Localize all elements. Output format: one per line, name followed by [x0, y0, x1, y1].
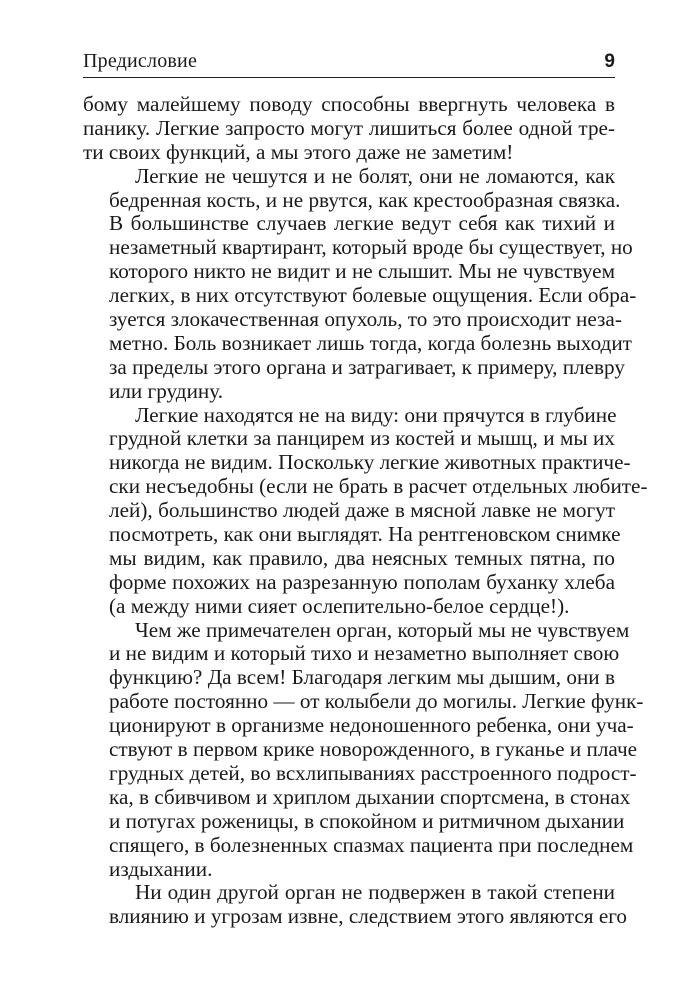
text-line: ционируют в организме недоношенного ребенка, они уча- [109, 713, 634, 738]
text-line: которого никто не видит и не слышит. Мы не чувствуем [109, 259, 615, 284]
text-line: издыхании. [109, 856, 213, 881]
paragraph [83, 617, 644, 882]
running-title: Предисловие [83, 50, 198, 72]
text-line: ти своих функций, а мы этого даже не заметим! [83, 139, 514, 164]
text-line: (а между ними сияет ослепительно-белое сердце!). [109, 593, 570, 618]
text-line: посмотреть, как они выглядят. На рентгеновском снимке [109, 522, 621, 547]
text-line: ка, в сбивчивом и хриплом дыхании спортсмена, в стонах [109, 784, 631, 809]
text-line: или грудину. [109, 378, 224, 403]
text-line: функцию? Да всем! Благодаря легким мы дышим, они в [109, 665, 615, 690]
text-line: Легкие не чешутся и не болят, они не ломаются, как [135, 163, 615, 188]
body-text [83, 92, 648, 929]
paragraph [83, 880, 627, 929]
text-line: влиянию и угрозам извне, следствием этого являются его [109, 904, 627, 929]
text-line: Легкие находятся не на виду: они прячутся в глубине [135, 402, 617, 427]
page-number: 9 [604, 51, 615, 72]
text-line: мы видим, как правило, два неясных темных пятна, по [109, 545, 615, 570]
text-line: В большинстве случаев легкие ведут себя как тихий и [109, 211, 615, 236]
paragraph [83, 402, 648, 619]
running-header [83, 50, 615, 78]
text-line: грудной клетки за панцирем из костей и мышц, и мы их [109, 426, 615, 451]
text-line: лей), большинство людей даже в мясной лавке не могут [109, 498, 615, 523]
paragraph [83, 93, 615, 165]
book-page [83, 0, 648, 1000]
text-line: незаметный квартирант, который вроде бы существует, но [109, 235, 633, 260]
text-line: Чем же примечателен орган, который мы не чувствуем [135, 617, 630, 642]
text-line: бому малейшему поводу способны ввергнуть человека в [83, 92, 615, 116]
paragraph [83, 163, 637, 404]
text-line: и не видим и который тихо и незаметно выполняет свою [109, 641, 620, 666]
text-line: грудных детей, во всхлипываниях расстроенного подрост- [109, 760, 637, 785]
text-line: и потугах роженицы, в спокойном и ритмичном дыхании [109, 808, 625, 833]
text-line: за пределы этого органа и затрагивает, к примеру, плевру [109, 354, 625, 379]
text-line: панику. Легкие запросто могут лишиться более одной тре- [83, 115, 615, 140]
text-line: бедренная кость, и не рвутся, как крестообразная связка. [109, 187, 621, 212]
text-line: легких, в них отсутствуют болевые ощущения. Если обра- [109, 283, 637, 308]
text-line: ствуют в первом крике новорожденного, в гуканье и плаче [109, 737, 638, 762]
text-line: никогда не видим. Поскольку легкие животных практиче- [109, 450, 631, 475]
text-line: метно. Боль возникает лишь тогда, когда болезнь выходит [109, 330, 632, 355]
text-line: работе постоянно — от колыбели до могилы. Легкие функ- [109, 689, 644, 714]
text-line: спящего, в болезненных спазмах пациента при последнем [109, 832, 634, 857]
text-line: Ни один другой орган не подвержен в такой степени [135, 880, 615, 905]
header-rule [83, 77, 615, 78]
text-line: форме похожих на разрезанную пополам буханку хлеба [109, 569, 615, 594]
text-line: ски несъедобны (если не брать в расчет отдельных любите- [109, 474, 648, 499]
text-line: зуется злокачественная опухоль, то это происходит неза- [109, 307, 622, 332]
